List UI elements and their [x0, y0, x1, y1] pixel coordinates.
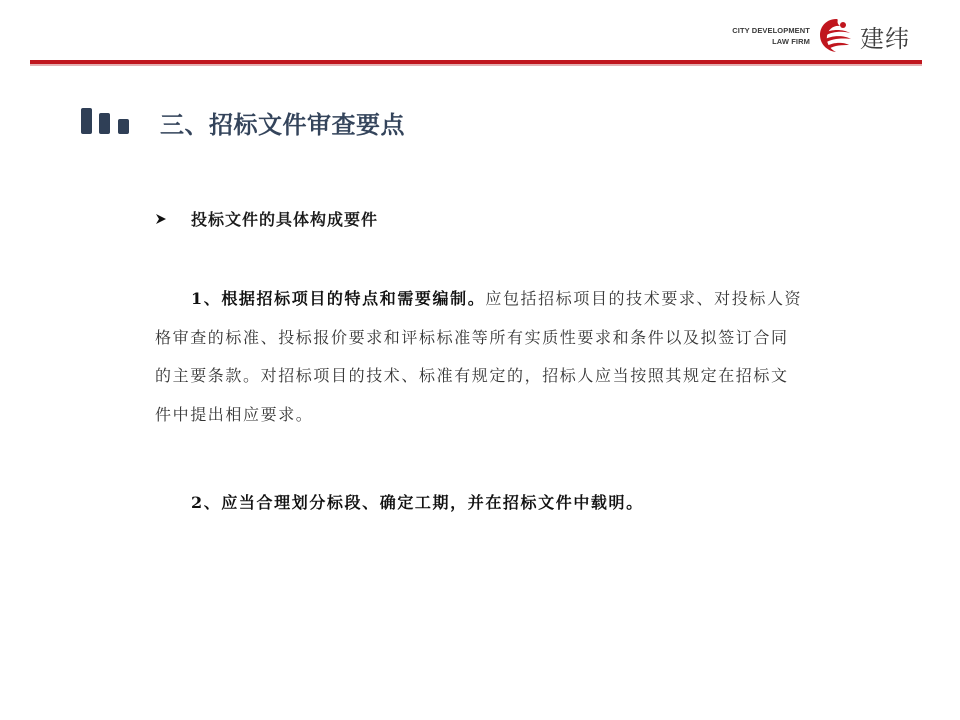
firm-english-name — [732, 25, 810, 47]
section-title: 三、招标文件审查要点 — [160, 111, 405, 139]
firm-en-line2: LAW FIRM — [772, 37, 810, 46]
paragraph-2 — [155, 484, 805, 523]
firm-chinese-name: 建纬 — [860, 24, 910, 53]
paragraph-1 — [155, 280, 805, 434]
header-divider — [30, 60, 922, 66]
firm-en-line1: CITY DEVELOPMENT — [732, 26, 810, 35]
paragraph-1-lead: 1、根据招标项目的特点和需要编制。 — [191, 289, 486, 308]
header-logo — [732, 14, 910, 58]
bar-chart-icon — [81, 108, 131, 134]
bullet-text: 投标文件的具体构成要件 — [191, 210, 379, 229]
bullet-item — [155, 207, 378, 230]
paragraph-1-body: 应包括招标项目的技术要求、对投标人资格审查的标准、投标报价要求和评标标准等所有实质性要求和条件以及拟签订合同的主要条款。对招标项目的技术、标准有规定的，招标人应当按照其规定在招标文件中提出相应要求。 — [155, 289, 803, 424]
paragraph-2-lead: 2、应当合理划分标段、确定工期，并在招标文件中载明。 — [191, 493, 644, 512]
arrow-bullet-icon — [155, 213, 167, 225]
red-swirl-emblem-icon — [816, 16, 856, 56]
